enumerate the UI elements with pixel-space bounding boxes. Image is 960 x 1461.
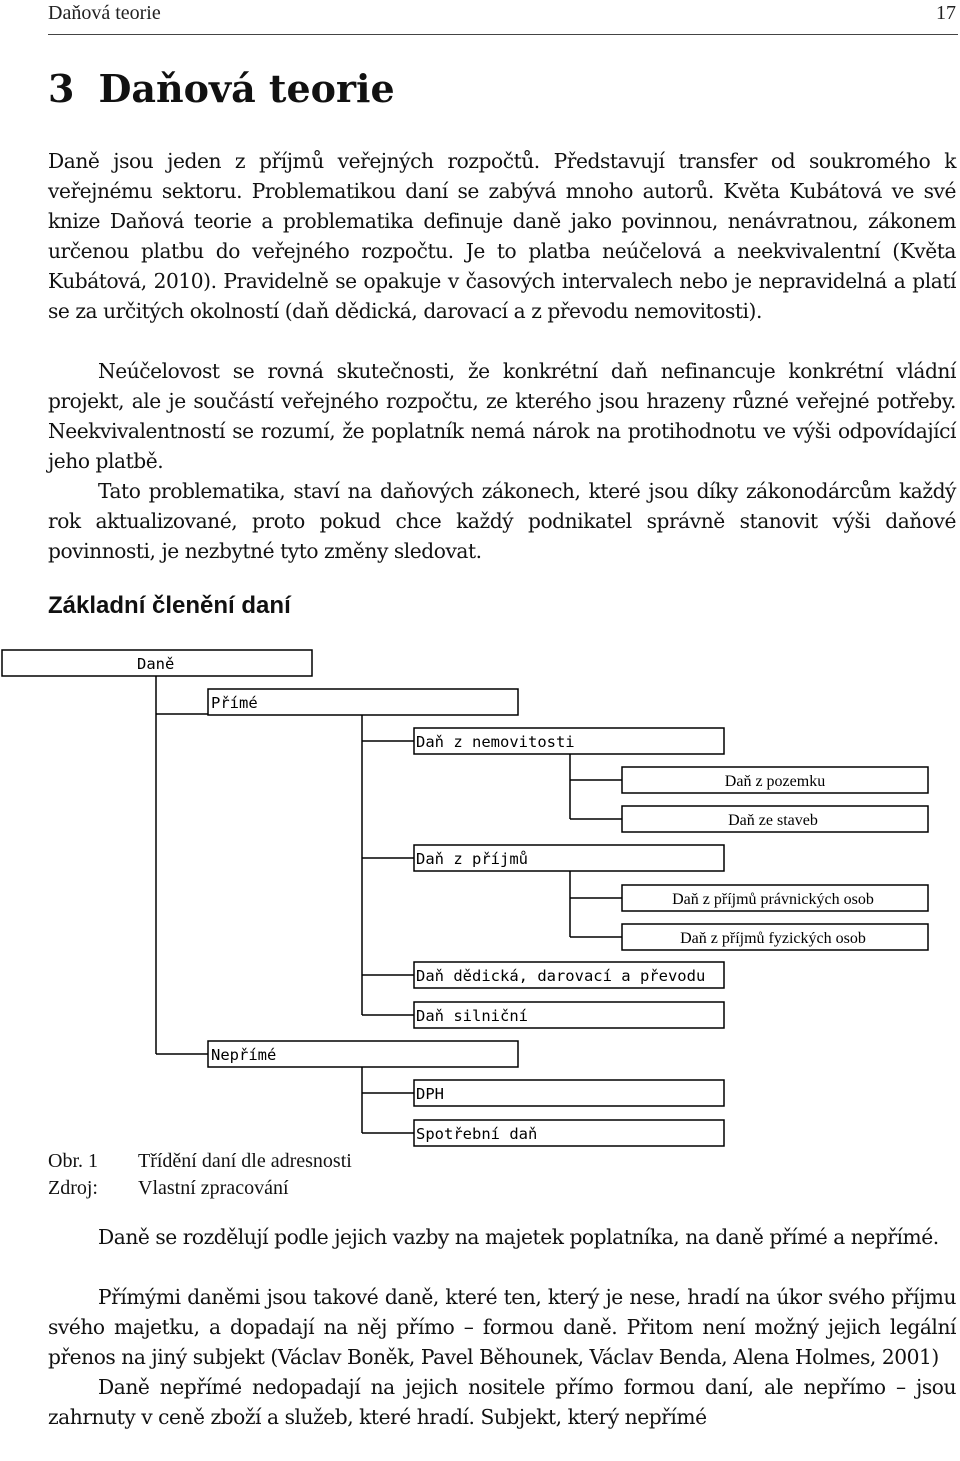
box-indirect: [208, 1041, 518, 1067]
figure-source: [48, 1177, 289, 1200]
source-key: Zdroj:: [48, 1177, 98, 1199]
box-building-tax: [622, 806, 928, 832]
paragraph-1: Daně jsou jeden z příjmů veřejných rozpočtů. Představují transfer od soukromého k veřejnému sektoru. Problematikou daní se zabývá mnoho autorů. Květa Kubátová ve své knize Daňová teorie a problematika definuje daně jako povinnou, nenávratnou, zákonem určenou platbu do veřejného rozpočtu. Je to platba neúčelová a neekvivalentní (Květa Kubátová, 2010). Pravidelně se opakuje v časových intervalech nebo je nepravidelná a platí se za určitých okolností (daň dědická, darovací a z převodu nemovitosti).: [48, 149, 956, 323]
box-corporate-income-tax: [622, 885, 928, 911]
label-indirect: Nepřímé: [211, 1046, 277, 1064]
box-vat: [414, 1080, 724, 1106]
tax-classification-diagram: [0, 640, 960, 1150]
label-vat: DPH: [416, 1085, 444, 1103]
figure-text: Třídění daní dle adresnosti: [138, 1150, 352, 1172]
label-corporate-income-tax: Daň z příjmů právnických osob: [672, 891, 874, 908]
box-personal-income-tax: [622, 924, 928, 950]
label-root: Daně: [137, 655, 175, 673]
box-excise-tax: [414, 1120, 724, 1146]
running-header: [48, 0, 958, 35]
figure-key: Obr. 1: [48, 1150, 98, 1172]
chapter-heading: [48, 66, 395, 111]
running-header-title: Daňová teorie: [48, 2, 161, 24]
box-root: [2, 650, 312, 676]
label-inheritance-tax: Daň dědická, darovací a převodu: [416, 967, 706, 985]
box-road-tax: [414, 1002, 724, 1028]
box-income-tax: [414, 845, 724, 871]
box-property-tax: [414, 728, 724, 754]
paragraph-5: Přímými daněmi jsou takové daně, které ten, který je nese, hradí na úkor svého příjmu svého majetku, a dopadají na něj přímo – formou daně. Přitom není možný jejich legální přenos na jiný subjekt (Václav Boněk, Pavel Běhounek, Václav Benda, Alena Holmes, 2001): [48, 1285, 956, 1369]
paragraph-4: Daně se rozdělují podle jejich vazby na majetek poplatníka, na daně přímé a nepřímé.: [98, 1225, 939, 1249]
label-land-tax: Daň z pozemku: [724, 773, 826, 790]
label-building-tax: Daň ze staveb: [728, 812, 818, 829]
paragraph-3: Tato problematika, staví na daňových zákonech, které jsou díky zákonodárcům každý rok aktualizované, proto pokud chce každý podnikatel správně stanovit výši daňové povinnosti, je nezbytné tyto změny sledovat.: [48, 479, 956, 563]
source-text: Vlastní zpracování: [138, 1177, 289, 1199]
label-property-tax: Daň z nemovitosti: [416, 733, 575, 751]
chapter-title: Daňová teorie: [98, 66, 395, 111]
paragraph-2: Neúčelovost se rovná skutečnosti, že konkrétní daň nefinancuje konkrétní vládní projekt, ale je součástí veřejného rozpočtu, ze kterého jsou hrazeny různé veřejné potřeby. Neekvivalentností se rozumí, že poplatník nemá nárok na protihodnotu ve výši odpovídající jeho platbě.: [48, 359, 956, 473]
box-direct: [208, 689, 518, 715]
label-direct: Přímé: [211, 694, 258, 712]
box-inheritance-tax: [414, 962, 724, 988]
paragraph-6: Daně nepřímé nedopadají na jejich nositele přímo formou daní, ale nepřímo – jsou zahrnuty v ceně zboží a služeb, které hradí. Subjekt, který nepřímé: [48, 1375, 956, 1429]
label-personal-income-tax: Daň z příjmů fyzických osob: [680, 930, 866, 947]
label-road-tax: Daň silniční: [416, 1007, 528, 1025]
page-number: 17: [936, 2, 956, 24]
chapter-number: 3: [48, 66, 75, 111]
section-heading: Základní členění daní: [48, 592, 291, 619]
box-land-tax: [622, 767, 928, 793]
figure-caption: [48, 1150, 352, 1173]
label-income-tax: Daň z příjmů: [416, 850, 528, 868]
label-excise-tax: Spotřební daň: [416, 1125, 538, 1143]
